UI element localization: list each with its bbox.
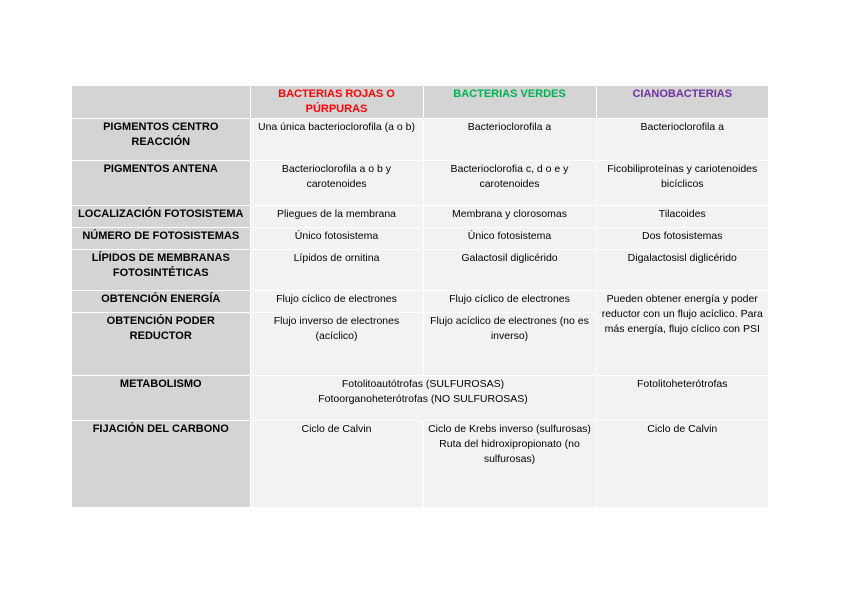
row-label-fijacion: FIJACIÓN DEL CARBONO — [72, 421, 250, 507]
metabolismo-line-sulfurosas: Fotolitoautótrofas (SULFUROSAS) — [341, 378, 505, 390]
cell-rojas-energia: Flujo cíclico de electrones — [250, 291, 423, 313]
row-label-numero: NÚMERO DE FOTOSISTEMAS — [72, 228, 250, 250]
row-label-localizacion: LOCALIZACIÓN FOTOSISTEMA — [72, 206, 250, 228]
metabolismo-line-no-sulfurosas: Fotoorganoheterótrofas (NO SULFUROSAS) — [318, 393, 528, 405]
cell-rojas-verdes-metabolismo — [250, 376, 596, 421]
row-label-lipidos: LÍPIDOS DE MEMBRANAS FOTOSINTÉTICAS — [72, 250, 250, 291]
fijacion-line-krebs: Ciclo de Krebs inverso (sulfurosas) — [428, 423, 591, 435]
cell-verdes-localizacion: Membrana y clorosomas — [423, 206, 596, 228]
comparison-table — [72, 86, 768, 507]
header-empty — [72, 86, 250, 119]
table-row — [72, 206, 768, 228]
header-bacterias-rojas: BACTERIAS ROJAS O PÚRPURAS — [250, 86, 423, 119]
cell-ciano-lipidos: Digalactosisl diglicérido — [596, 250, 768, 291]
cell-rojas-lipidos: Lípidos de ornitina — [250, 250, 423, 291]
table-row — [72, 421, 768, 507]
cell-ciano-fijacion: Ciclo de Calvin — [596, 421, 768, 507]
cell-rojas-poder-reductor: Flujo inverso de electrones (acíclico) — [250, 313, 423, 376]
cell-verdes-numero: Único fotosistema — [423, 228, 596, 250]
table-row — [72, 250, 768, 291]
cell-rojas-numero: Único fotosistema — [250, 228, 423, 250]
table-row — [72, 228, 768, 250]
cell-verdes-poder-reductor: Flujo acíclico de electrones (no es inverso) — [423, 313, 596, 376]
cell-rojas-fijacion: Ciclo de Calvin — [250, 421, 423, 507]
row-label-pigmentos-antena: PIGMENTOS ANTENA — [72, 161, 250, 206]
cell-verdes-lipidos: Galactosil diglicérido — [423, 250, 596, 291]
row-label-energia: OBTENCIÓN ENERGÍA — [72, 291, 250, 313]
cell-ciano-metabolismo: Fotolitoheterótrofas — [596, 376, 768, 421]
cell-ciano-pigmentos-centro: Bacterioclorofila a — [596, 119, 768, 161]
row-label-metabolismo: METABOLISMO — [72, 376, 250, 421]
row-label-poder-reductor: OBTENCIÓN PODER REDUCTOR — [72, 313, 250, 376]
cell-rojas-pigmentos-antena: Bacterioclorofila a o b y carotenoides — [250, 161, 423, 206]
header-bacterias-verdes: BACTERIAS VERDES — [423, 86, 596, 119]
cell-ciano-numero: Dos fotosistemas — [596, 228, 768, 250]
cell-ciano-localizacion: Tilacoides — [596, 206, 768, 228]
cell-ciano-pigmentos-antena: Ficobiliproteínas y cariotenoides bicíclicos — [596, 161, 768, 206]
header-cianobacterias: CIANOBACTERIAS — [596, 86, 768, 119]
cell-verdes-pigmentos-centro: Bacterioclorofila a — [423, 119, 596, 161]
cell-ciano-energia: Pueden obtener energía y poder reductor con un flujo acíclico. Para más energía, flujo cíclico con PSI — [596, 291, 768, 376]
table-row — [72, 291, 768, 313]
cell-rojas-localizacion: Pliegues de la membrana — [250, 206, 423, 228]
cell-rojas-pigmentos-centro: Una única bacterioclorofila (a o b) — [250, 119, 423, 161]
table-row — [72, 376, 768, 421]
fijacion-line-hidroxipropionato: Ruta del hidroxipropionato (no sulfurosas) — [439, 438, 580, 465]
cell-verdes-fijacion — [423, 421, 596, 507]
cell-verdes-pigmentos-antena: Bacterioclorofia c, d o e y carotenoides — [423, 161, 596, 206]
table-row — [72, 119, 768, 161]
cell-verdes-energia: Flujo cíclico de electrones — [423, 291, 596, 313]
header-row — [72, 86, 768, 119]
table-row — [72, 161, 768, 206]
row-label-pigmentos-centro: PIGMENTOS CENTRO REACCIÓN — [72, 119, 250, 161]
